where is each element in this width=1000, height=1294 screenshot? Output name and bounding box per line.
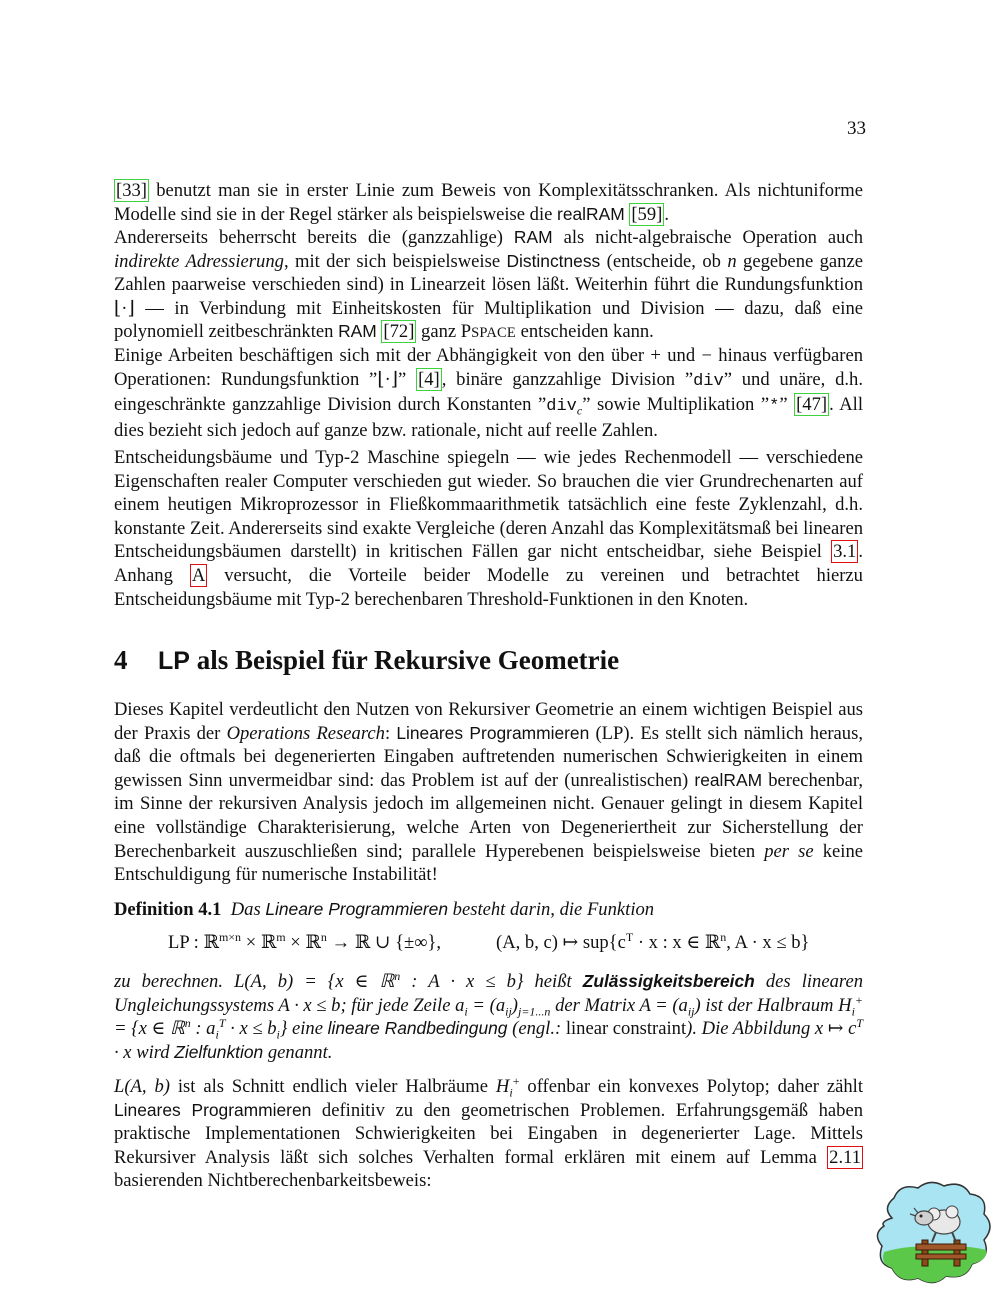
term-indirekte-adressierung: indirekte Adressierung	[114, 250, 284, 272]
section-heading	[114, 645, 619, 676]
text: . All dies bezieht sich jedoch auf ganze bzw. rationale, nicht auf reelle Zahlen.	[114, 394, 863, 441]
text: , binäre ganzzahlige Division ”	[441, 368, 694, 390]
text: ”	[398, 368, 417, 390]
definition-label: Definition 4.1	[114, 899, 222, 920]
term-lineare-programmieren: Lineare Programmieren	[265, 899, 449, 919]
text: offenbar ein konvexes Polytop; daher zählt	[519, 1076, 863, 1097]
term-distinctness: Distinctness	[506, 250, 601, 271]
section-number: 4	[114, 645, 128, 675]
paragraph-kapitel-intro	[114, 698, 863, 887]
math-sub: i	[215, 1027, 219, 1042]
text: ”	[779, 394, 795, 416]
formula-right	[496, 929, 810, 954]
text: genannt.	[263, 1041, 333, 1063]
text: ganz P	[416, 321, 472, 343]
math-sup: +	[512, 1073, 520, 1088]
text: als nicht-algebraische Operation auch	[552, 227, 863, 248]
text: :	[384, 722, 397, 744]
text: } eine	[279, 1018, 328, 1040]
term-linear-constraint: linear constraint	[565, 1018, 687, 1040]
formula-sup: m×n	[218, 929, 242, 944]
text: = {x ∈ ℝ	[114, 1018, 185, 1040]
term-per-se: per se	[764, 840, 814, 862]
text: berechenbar, im Sinne der rekursiven Analysis jedoch im allgemeinen nicht. Genauer gelingt in diesem Kapitel eine vollständige Charakterisierung, welche Arten von Degeneriertheit zur Sicherstellung der Berechenbarkeit auszuschließen sind; parallele Hyperebenen beispielsweise bieten	[114, 769, 863, 862]
term-lp: LP	[158, 647, 190, 675]
term-lineare-randbedingung: lineare Randbedingung	[327, 1018, 508, 1039]
text: )	[511, 994, 518, 1016]
text: der Matrix A = (a	[550, 994, 688, 1016]
formula-part: · x : x ∈ ℝ	[633, 932, 721, 953]
math-sub: i	[464, 1004, 468, 1019]
text: ) ist der Halbraum H	[694, 994, 852, 1016]
term-pspace: SPACE	[471, 325, 516, 342]
formula-sup: m	[276, 929, 286, 944]
term-realram: realRAM	[694, 769, 763, 790]
citation-72[interactable]: [72]	[383, 321, 415, 343]
paragraph-operations	[114, 344, 863, 442]
formula-sup: T	[625, 929, 634, 944]
math-floor: ⌊·⌋	[114, 297, 135, 319]
definition-heading	[114, 898, 863, 922]
text: definitiv zu den geometrischen Problemen. Erfahrungsgemäß haben praktische Implementationen Schwierigkeiten bei Eingaben in degenerierter Lage. Mittels Rekursiver Analysis läßt sich solches Verhalten formal erklären mit einem auf Lemma	[114, 1099, 863, 1168]
text: Entscheidungsbäume und Typ-2 Maschine spiegeln — wie jedes Rechenmodell — verschiedene Eigenschaften realer Computer verschieden gut wieder. So brauchen die vier Grundrechenarten auf einem heutigen Mikroprozessor in Fließkommaarithmetik tatsächlich eine feste Zyklenzahl, d.h. konstante Zeit. Andererseits sind exakte Vergleiche (deren Anzahl das Komplexitätsmaß bei linearen Entscheidungsbäumen darstellt) in kritischen Fällen gar nicht entscheidbar, siehe Beispiel	[114, 447, 863, 563]
text: : a	[190, 1018, 216, 1040]
link-lemma-2-11[interactable]: 2.11	[829, 1146, 861, 1168]
text: Einige Arbeiten beschäftigen sich mit der Abhängigkeit von den über + und − hinaus verfügbaren Operationen: Rundungsfunktion ”	[114, 345, 863, 390]
code-star: *	[769, 397, 780, 417]
text: benutzt man sie in erster Linie zum Beweis von Komplexitätsschranken. Als nichtuniforme Modelle sind sie in der Regel stärker als beispielsweise die	[114, 180, 863, 225]
math-subscript-c: c	[576, 403, 583, 418]
term-lineares-programmieren: Lineares Programmieren	[114, 1099, 312, 1120]
text: entscheiden kann.	[515, 321, 654, 343]
term-lineares-programmieren: Lineares Programmieren	[396, 722, 590, 743]
math-sub: i	[276, 1027, 280, 1042]
text: , mit der sich beispielsweise	[283, 250, 507, 272]
formula-part: × ℝ	[285, 932, 321, 953]
text: gegebene ganze Zahlen paarweise verschieden sind) in Linearzeit lösen läßt. Weiterhin führt die Rundungsfunktion	[114, 250, 863, 296]
section-title-text: als Beispiel für Rekursive Geometrie	[189, 645, 620, 675]
text: Andererseits beherrscht bereits die (ganzzahlige)	[114, 227, 514, 248]
page-number: 33	[847, 118, 866, 139]
text: ” sowie Multiplikation ”	[582, 394, 770, 416]
sheep-fence-logo	[872, 1178, 996, 1288]
text: (LP). Es stellt sich nämlich heraus, daß die oftmals bei degenerierten Eingaben auftretenden numerischen Schwierigkeiten in einem gewissen Sinn unvermeidbar sind: das Problem ist auf der (unrealistischen)	[114, 722, 863, 791]
text: des linearen Ungleichungssystems A · x ≤ b; für jede Zeile a	[114, 971, 863, 1016]
math-n: n	[727, 250, 737, 272]
math-sup: T	[856, 1016, 864, 1030]
term-zielfunktion: Zielfunktion	[174, 1041, 264, 1062]
term-operations-research: Operations Research	[226, 722, 385, 744]
text: = (a	[467, 994, 506, 1016]
citation-59[interactable]: [59]	[631, 203, 663, 225]
math-sup: n	[394, 968, 401, 983]
text: — in Verbindung mit Einheitskosten für Multiplikation und Division — dazu, daß eine polynomiell zeitbeschränkten	[114, 297, 863, 343]
text: keine Entschuldigung für numerische Instabilität!	[114, 840, 863, 886]
formula-part: → ℝ ∪ {±∞},	[326, 932, 442, 953]
text: (engl.:	[507, 1018, 566, 1040]
formula-part: , A · x ≤ b}	[726, 932, 810, 953]
text: versucht, die Vorteile beider Modelle zu vereinen und betrachtet hierzu Entscheidungsbäume mit Typ-2 berechenbaren Threshold-Funktionen in den Knoten.	[114, 564, 863, 610]
math-sup: n	[184, 1016, 191, 1030]
formula-sup: n	[720, 929, 727, 944]
code-divc: div	[546, 397, 577, 417]
text: · x wird	[114, 1041, 175, 1063]
text: (entscheide, ob	[600, 250, 728, 272]
math-sub: j=1...n	[518, 1004, 551, 1019]
text: . Anhang	[114, 541, 863, 586]
link-beispiel-3-1[interactable]: 3.1	[833, 541, 857, 563]
formula-part: LP : ℝ	[168, 932, 219, 953]
paragraph-polytop	[114, 1075, 863, 1193]
definition-formula	[168, 929, 810, 954]
math-floor: ⌊·⌋	[377, 368, 399, 390]
text: .	[664, 203, 669, 225]
math-sub: i	[509, 1085, 513, 1100]
citation-33[interactable]: [33]	[116, 180, 147, 201]
math-sup: T	[218, 1016, 226, 1030]
math-sup: +	[854, 992, 864, 1007]
text: · x ≤ b	[225, 1018, 277, 1040]
term-zulaessigkeitsbereich: Zulässigkeitsbereich	[582, 971, 755, 991]
paragraph-ram	[114, 226, 863, 346]
formula-part: (A, b, c) ↦ sup{c	[496, 932, 626, 953]
code-div: div	[693, 371, 724, 391]
text: ist als Schnitt endlich vieler Halbräume	[169, 1076, 496, 1097]
text: basierenden Nichtberechenbarkeitsbeweis:	[114, 1170, 432, 1192]
paragraph-intro	[114, 179, 863, 226]
formula-part: × ℝ	[241, 932, 277, 953]
text: : A · x ≤ b} heißt	[400, 971, 583, 992]
math-sub: ij	[687, 1004, 695, 1019]
text: zu berechnen. L(A, b) = {x ∈ ℝ	[114, 971, 395, 992]
text: Das	[230, 899, 266, 920]
term-ram: RAM	[513, 227, 553, 247]
term-ram: RAM	[338, 321, 377, 342]
math-lab: L(A, b)	[114, 1076, 170, 1097]
formula-sup: n	[320, 929, 327, 944]
paragraph-entscheidungsbaeume	[114, 446, 863, 611]
math-sub: i	[851, 1004, 855, 1019]
math-sub: ij	[505, 1004, 512, 1019]
text: ” und unäre, d.h. eingeschränkte ganzzahlige Division durch Konstanten ”	[114, 368, 864, 416]
citation-47[interactable]: [47]	[796, 394, 828, 416]
link-anhang-a[interactable]: A	[191, 564, 206, 586]
definition-body	[114, 970, 863, 1064]
text: ). Die Abbildung x ↦ c	[686, 1018, 857, 1040]
citation-4[interactable]: [4]	[418, 368, 440, 390]
term-realram: realRAM	[557, 203, 625, 224]
text: besteht darin, die Funktion	[448, 899, 655, 920]
math-h: H	[495, 1076, 510, 1097]
text: Dieses Kapitel verdeutlicht den Nutzen von Rekursiver Geometrie an einem wichtigen Beispiel aus der Praxis der	[114, 699, 863, 744]
